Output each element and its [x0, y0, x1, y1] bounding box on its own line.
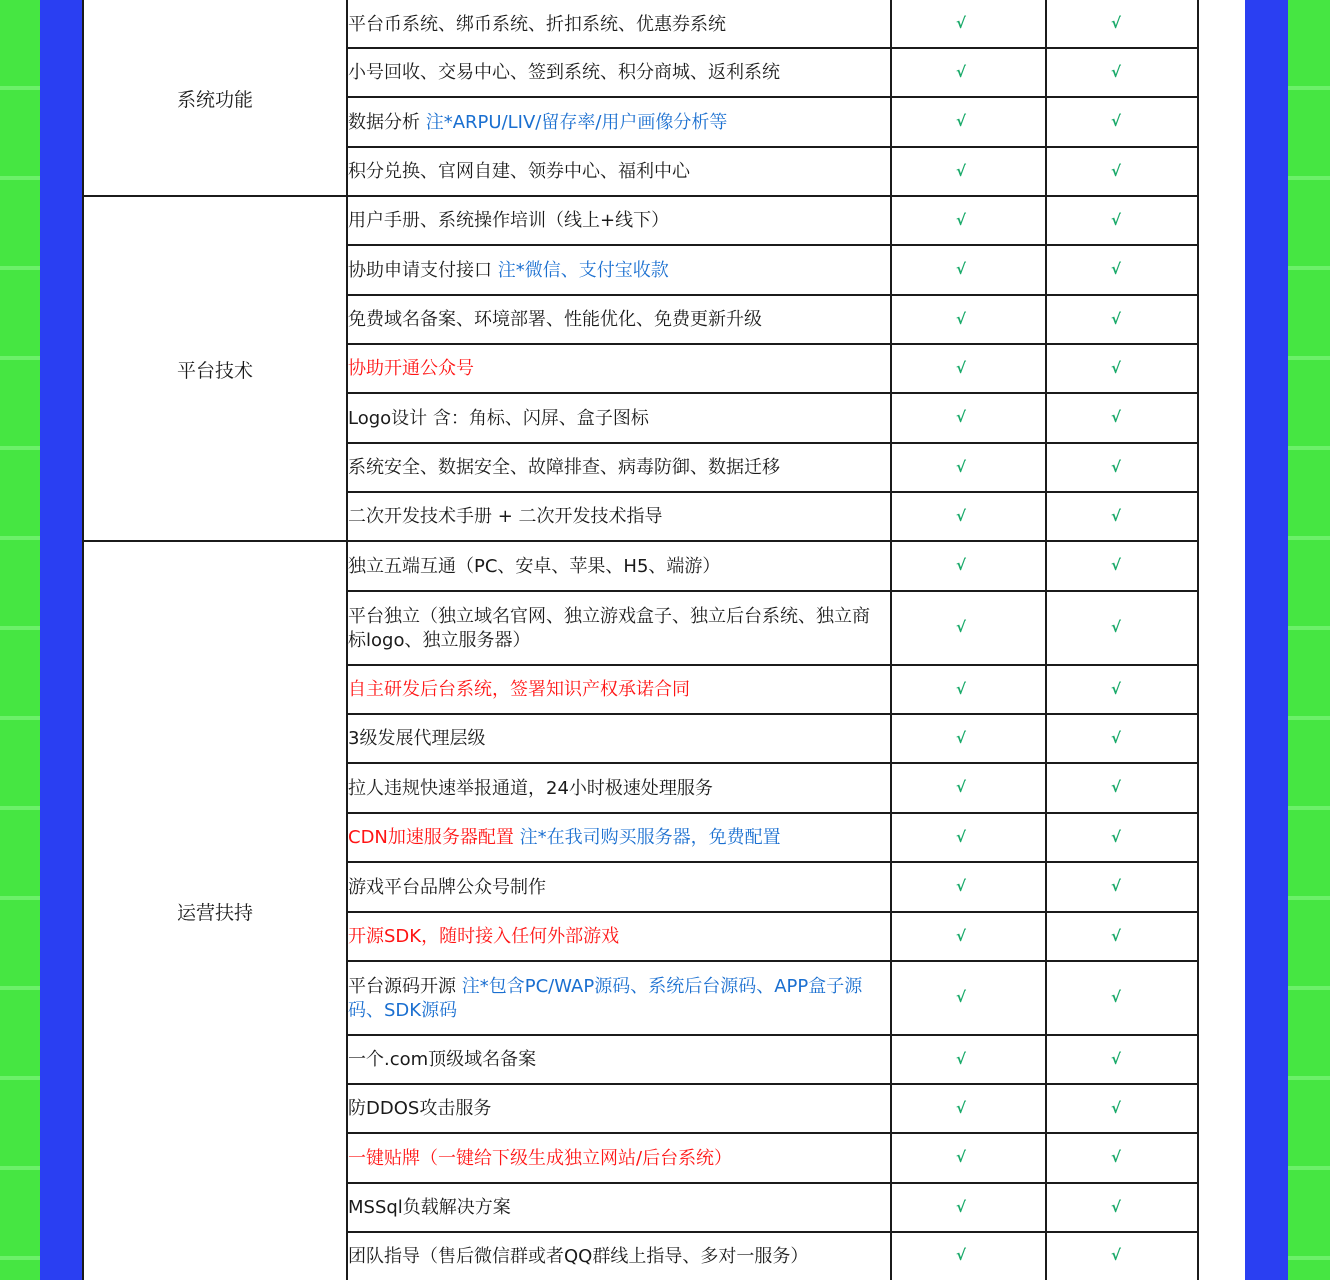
- check-mark-icon: √: [1110, 618, 1121, 636]
- grid-vline-3: [1045, 0, 1047, 1280]
- feature-cell: [348, 863, 888, 912]
- feature-cell: [348, 148, 888, 196]
- feature-text: [348, 456, 780, 480]
- check-mark-icon: √: [1110, 556, 1121, 574]
- check-mark-icon: √: [955, 988, 966, 1006]
- category-label: 平台技术: [176, 359, 253, 382]
- feature-label: MSSql负载解决方案: [348, 1197, 511, 1218]
- check-mark-icon: √: [955, 1049, 966, 1068]
- feature-cell: [348, 715, 888, 763]
- feature-label: 二次开发技术手册 + 二次开发技术指导: [348, 506, 663, 527]
- check-mark-icon: √: [955, 728, 966, 747]
- check-mark-icon: √: [1110, 1246, 1121, 1264]
- check-mark-icon: √: [955, 62, 966, 81]
- check-mark-icon: √: [955, 309, 966, 328]
- feature-cell: [348, 345, 888, 393]
- check-mark-icon: √: [955, 358, 966, 377]
- feature-cell: [348, 764, 888, 813]
- feature-cell: [348, 814, 888, 862]
- feature-cell: [348, 1233, 888, 1280]
- check-mark-icon: √: [955, 679, 966, 698]
- feature-label: 平台独立（独立域名官网、独立游戏盒子、独立后台系统、独立商标logo、独立服务器）: [348, 605, 870, 651]
- feature-cell: [348, 444, 888, 492]
- feature-text: [348, 925, 619, 949]
- check-mark-icon: √: [955, 1148, 966, 1166]
- feature-text: [348, 876, 546, 900]
- feature-text: [348, 727, 485, 751]
- check-mark-icon: √: [955, 260, 966, 278]
- feature-text: [348, 407, 649, 431]
- feature-cell: [348, 394, 888, 443]
- feature-text: [348, 777, 713, 801]
- feature-label: 开源SDK，随时接入任何外部游戏: [348, 926, 620, 947]
- feature-note: 注*包含PC/WAP源码、系统后台源码、APP盒子源码、SDK源码: [348, 975, 863, 1021]
- check-mark-icon: √: [1110, 728, 1121, 747]
- feature-text: [348, 1097, 491, 1121]
- feature-text: [348, 111, 727, 135]
- feature-cell: [348, 1134, 888, 1183]
- feature-label: 游戏平台品牌公众号制作: [348, 876, 546, 898]
- feature-text: [348, 826, 781, 850]
- check-mark-icon: √: [1110, 506, 1121, 525]
- check-mark-icon: √: [955, 1197, 966, 1216]
- feature-label: 防DDOS攻击服务: [348, 1098, 492, 1119]
- feature-text: [348, 555, 720, 579]
- feature-label: 独立五端互通（PC、安卓、苹果、H5、端游）: [348, 555, 721, 577]
- grid-vline-4: [1197, 0, 1199, 1280]
- feature-cell: [348, 98, 888, 147]
- feature-cell: [348, 962, 888, 1035]
- check-mark-icon: √: [955, 556, 966, 574]
- check-mark-icon: √: [1110, 112, 1121, 130]
- check-mark-icon: √: [1110, 1148, 1121, 1166]
- check-mark-icon: √: [1110, 14, 1121, 32]
- feature-text: [348, 357, 474, 381]
- check-mark-icon: √: [1110, 827, 1121, 846]
- feature-note: 注*在我司购买服务器，免费配置: [519, 827, 781, 848]
- left-green-stripes: [0, 0, 40, 1280]
- right-green-stripes: [1288, 0, 1330, 1280]
- check-mark-icon: √: [1110, 778, 1121, 796]
- feature-label: 协助申请支付接口: [348, 259, 498, 281]
- check-mark-icon: √: [1110, 1098, 1121, 1117]
- feature-text: [348, 308, 762, 332]
- feature-label: 积分兑换、官网自建、领券中心、福利中心: [348, 161, 690, 182]
- check-mark-icon: √: [1110, 309, 1121, 328]
- feature-label: 拉人违规快速举报通道，24小时极速处理服务: [348, 777, 713, 799]
- feature-label: 免费域名备案、环境部署、性能优化、免费更新升级: [348, 309, 762, 330]
- feature-label: 系统安全、数据安全、故障排查、病毒防御、数据迁移: [348, 457, 780, 478]
- feature-cell: [348, 542, 888, 591]
- feature-label: CDN加速服务器配置: [348, 827, 520, 848]
- check-mark-icon: √: [1110, 877, 1121, 895]
- feature-text: [348, 1245, 808, 1269]
- feature-cell: [348, 1184, 888, 1232]
- left-blue-frame: [40, 0, 84, 1280]
- check-mark-icon: √: [955, 506, 966, 525]
- feature-label: 小号回收、交易中心、签到系统、积分商城、返利系统: [348, 62, 780, 83]
- feature-cell: [348, 246, 888, 295]
- feature-label: 3级发展代理层级: [348, 728, 486, 749]
- check-mark-icon: √: [955, 408, 966, 426]
- feature-text: [348, 678, 690, 702]
- feature-text: [348, 61, 780, 85]
- check-mark-icon: √: [955, 210, 966, 229]
- feature-cell: [348, 296, 888, 344]
- feature-label: 平台币系统、绑币系统、折扣系统、优惠券系统: [348, 13, 726, 35]
- feature-note: 注*微信、支付宝收款: [497, 259, 669, 281]
- feature-cell: [348, 913, 888, 961]
- check-mark-icon: √: [955, 778, 966, 796]
- grid-vline-0: [82, 0, 84, 1280]
- feature-cell: [348, 49, 888, 97]
- check-mark-icon: √: [955, 618, 966, 636]
- check-mark-icon: √: [955, 1246, 966, 1264]
- check-mark-icon: √: [955, 14, 966, 32]
- check-mark-icon: √: [1110, 679, 1121, 698]
- check-mark-icon: √: [955, 112, 966, 130]
- check-mark-icon: √: [1110, 926, 1121, 945]
- grid-vline-2: [890, 0, 892, 1280]
- feature-cell: [348, 1, 888, 48]
- check-mark-icon: √: [1110, 988, 1121, 1006]
- feature-cell: [348, 1085, 888, 1133]
- feature-label: 用户手册、系统操作培训（线上+线下）: [348, 210, 670, 231]
- category-label: 系统功能: [176, 89, 253, 111]
- check-mark-icon: √: [955, 926, 966, 945]
- feature-label: 平台源码开源: [348, 975, 462, 997]
- feature-cell: [348, 493, 888, 541]
- feature-text: [348, 13, 726, 37]
- check-mark-icon: √: [1110, 358, 1121, 377]
- feature-label: Logo设计 含：角标、闪屏、盒子图标: [348, 407, 649, 429]
- category-label: 运营扶持: [176, 901, 253, 924]
- check-mark-icon: √: [1110, 408, 1121, 426]
- feature-text: [348, 505, 663, 529]
- check-mark-icon: √: [1110, 457, 1121, 476]
- feature-cell: [348, 592, 888, 665]
- feature-text: [348, 1048, 536, 1072]
- feature-label: 协助开通公众号: [348, 358, 474, 379]
- check-mark-icon: √: [955, 457, 966, 476]
- check-mark-icon: √: [955, 161, 966, 180]
- feature-label: 一键贴牌（一键给下级生成独立网站/后台系统）: [348, 1147, 733, 1169]
- feature-text: [348, 605, 884, 653]
- feature-cell: [348, 666, 888, 714]
- check-mark-icon: √: [1110, 210, 1121, 229]
- feature-cell: [348, 1036, 888, 1084]
- check-mark-icon: √: [955, 1098, 966, 1117]
- feature-label: 自主研发后台系统，签署知识产权承诺合同: [348, 679, 690, 700]
- check-mark-icon: √: [1110, 161, 1121, 180]
- feature-label: 一个.com顶级域名备案: [348, 1049, 537, 1070]
- feature-text: [348, 975, 884, 1023]
- check-mark-icon: √: [1110, 62, 1121, 81]
- check-mark-icon: √: [955, 877, 966, 895]
- right-blue-frame: [1245, 0, 1288, 1280]
- feature-text: [348, 160, 690, 184]
- check-mark-icon: √: [955, 827, 966, 846]
- check-mark-icon: √: [1110, 260, 1121, 278]
- feature-text: [348, 259, 669, 283]
- check-mark-icon: √: [1110, 1049, 1121, 1068]
- feature-text: [348, 1147, 732, 1171]
- check-mark-icon: √: [1110, 1197, 1121, 1216]
- feature-cell: [348, 197, 888, 245]
- feature-text: [348, 209, 669, 233]
- feature-label: 团队指导（售后微信群或者QQ群线上指导、多对一服务）: [348, 1245, 809, 1267]
- feature-label: 数据分析: [348, 111, 426, 133]
- feature-note: 注*ARPU/LIV/留存率/用户画像分析等: [425, 111, 728, 133]
- feature-text: [348, 1196, 511, 1220]
